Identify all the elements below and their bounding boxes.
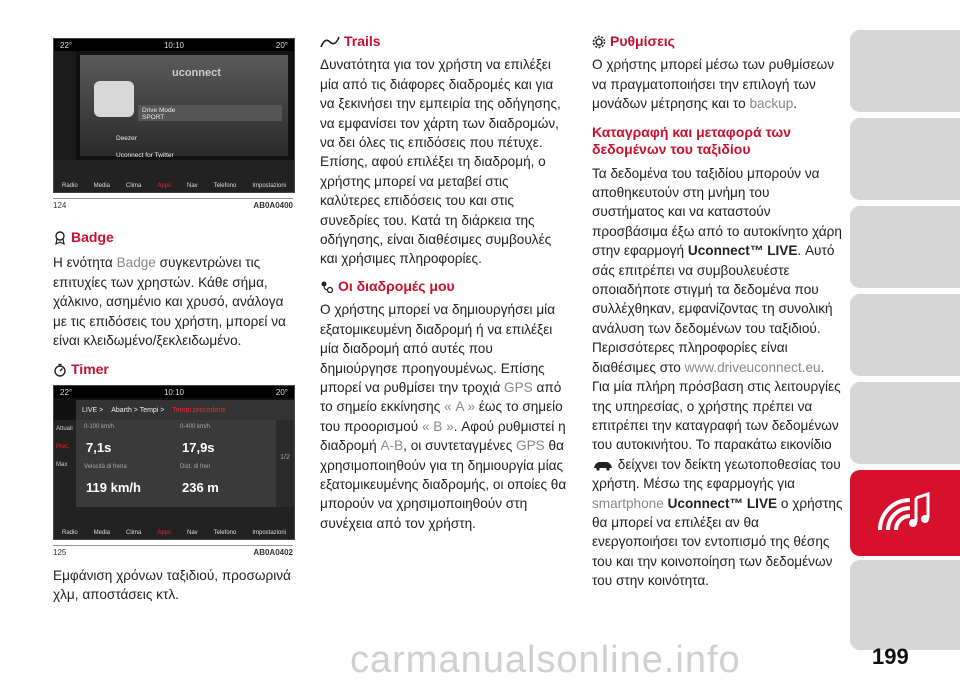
column-1 [53, 228, 293, 380]
column-3 [592, 32, 844, 591]
status-bar: 22° 10:10 20° [54, 39, 294, 51]
scorpion-logo [94, 81, 134, 117]
watermark: carmanualsonline.info [350, 639, 741, 681]
timer-left-nav [54, 420, 76, 507]
figure-caption-124: 124 AB0A0400 [53, 198, 293, 210]
trails-heading: Trails [320, 32, 570, 51]
side-strip [54, 51, 76, 160]
screenshot-apps [53, 38, 295, 193]
tab-radio[interactable]: Radio [61, 183, 78, 189]
tab-previous-times[interactable]: Tempi precedenti [172, 406, 226, 414]
chapter-tab-4[interactable] [850, 294, 960, 376]
nav-current[interactable]: Attuali [56, 426, 73, 432]
trails-paragraph: Δυνατότητα για τον χρήστη να επιλέξει μία από τις διάφορες διαδρομές και για να ξεκινήσει την εμπειρία της οδήγησης, να εμφανίσει τον χάρτη των διαδρομών, να δει όλες τις επιδόσεις που πέτυχε. [320, 57, 561, 151]
menu-item-twitter[interactable]: Uconnect for Twitter [116, 152, 174, 159]
multimedia-icon [876, 486, 934, 540]
timer-paragraph: Εμφάνιση χρόνων ταξιδιού, προσωρινά χλμ, αποστάσεις κτλ. [53, 568, 291, 603]
chapter-tab-1[interactable] [850, 30, 960, 112]
chapter-tab-5[interactable] [850, 382, 960, 464]
trails-icon [320, 35, 340, 49]
tab-radio[interactable]: Radio [61, 530, 78, 536]
recording-paragraph: Τα δεδομένα του ταξιδίου μπορούν να αποθηκευτούν στη μνήμη του συστήματος και να καταστούν προσβάσιμα έξω από το αυτοκίνητο χάρη στην εφαρμογή Uconnect™ LIVE. Αυτό σάς επιτρέπει να συμβουλευέστε οποιαδήποτε στιγμή τα δεδομένα που συλλέχθηκαν, εμφανίζοντας τη συνολική ανάλυση των δεδομένων του ταξιδιού. Περισσότερες πληροφορίες είναι διαθέσιμες στο www.driveuconnect.eu. Για μία πλήρη πρόσβαση στις λειτουργίες της υπηρεσίας, ο χρήστης πρέπει να επιτρέπει την καταγραφή των δεδομένων του αυτοκινήτου. Το παρακάτω εικονίδιο δείχνει τον δείκτη γεωτοποθεσίας του χρήστη. Μέσω της εφαρμογής για smartphone Uconnect™ LIVE ο χρήστης θα μπορεί να επιλέξει αν θα ενεργοποιήσει τον εντοπισμό της θέσης του και την κοινοποίηση των δεδομένων του στην κοινότητα. [592, 165, 843, 589]
brand-logo: uconnect [172, 67, 221, 79]
bottom-tab-bar [54, 160, 294, 192]
route-pin-icon [320, 280, 334, 294]
tab-telefono[interactable]: Telefono [213, 183, 237, 189]
routes-paragraph: Ο χρήστης μπορεί να δημιουργήσει μία εξατομικευμένη διαδρομή ή να επιλέξει μία διαδρομή από αυτές που δημιούργησε προηγουμένως. Επίσης μπορεί να ρυθμίσει την τροχιά GPS από το σημείο εκκίνησης « A » έως το σημείο του προορισμού « B ». Αφού ρυθμιστεί η διαδρομή A-B, οι συντεταγμένες GPS θα χρησιμοποιηθούν για τη δημιουργία μίας εξατομικευμένης διαδρομής, οι οποίες θα μπορούν να χρησιμοποιηθούν στη συνέχεια από τον χρήστη. [320, 302, 567, 531]
trails-paragraph-2: Επίσης, αφού επιλέξει τη διαδρομή, ο χρήστης μπορεί να μεταβεί στις καλύτερες επιδόσεις του και στις συνεδρίες του. Κατά τη διάρκεια της οδήγησης, είναι διαθέσιμες συμβουλές και χρήσιμες πληροφορίες. [320, 154, 552, 267]
stopwatch-icon [53, 363, 67, 377]
tab-media[interactable]: Media [93, 183, 110, 189]
menu-item-deezer[interactable]: Deezer [116, 135, 137, 142]
column-2 [320, 32, 570, 533]
menu-row-drive-mode[interactable]: Drive Mode SPORT [138, 105, 282, 121]
tab-nav[interactable]: Nav [186, 530, 198, 536]
car-location-icon [592, 459, 614, 471]
timer-paragraph-block [53, 566, 293, 605]
tab-impostazioni[interactable]: Impostazioni [252, 183, 286, 189]
timer-heading: Timer [53, 360, 293, 379]
figure-caption-125: 125 AB0A0402 [53, 545, 293, 557]
tab-apps[interactable]: Apps [157, 183, 171, 189]
status-bar-2: 22° 10:10 20° [54, 386, 294, 398]
badge-icon [53, 231, 67, 245]
badge-heading: Badge [53, 228, 293, 247]
tab-apps[interactable]: Apps [157, 530, 171, 536]
routes-heading: Οι διαδρομές μου [320, 277, 570, 296]
nav-previous[interactable]: Prec. [56, 444, 71, 450]
bottom-tab-bar-2 [54, 507, 294, 539]
tab-clima[interactable]: Clima [125, 530, 142, 536]
tab-clima[interactable]: Clima [125, 183, 142, 189]
chapter-tab-multimedia[interactable] [850, 470, 960, 556]
tab-impostazioni[interactable]: Impostazioni [252, 530, 286, 536]
screenshot-timer [53, 385, 295, 540]
chapter-tab-2[interactable] [850, 118, 960, 200]
tab-nav[interactable]: Nav [186, 183, 198, 189]
timer-grid: 0-100 km/h 7,1s 0-400 km/h 17,9s Velocità di frena 119 km/h Dist. di fren 236 m [76, 420, 276, 507]
badge-paragraph: Η ενότητα Badge συγκεντρώνει τις επιτυχίες των χρηστών. Κάθε σήμα, χάλκινο, ασημένιο και χρυσό, ανάλογα με τις επιδόσεις του χρήστη, μπορεί να είναι κλειδωμένο/ξεκλειδωμένο. [53, 255, 286, 349]
chapter-tab-index[interactable] [850, 560, 960, 650]
settings-heading: Ρυθμίσεις [592, 32, 844, 51]
gear-icon [592, 35, 606, 49]
nav-max[interactable]: Max [56, 462, 68, 468]
live-link[interactable]: LIVE > [82, 406, 104, 414]
timer-scrollbar[interactable]: 1/2 [276, 420, 294, 507]
tab-telefono[interactable]: Telefono [213, 530, 237, 536]
timer-header: LIVE > Abarth > Tempi > Tempi precedenti [76, 400, 294, 420]
page-number: 199 [872, 644, 909, 669]
settings-paragraph: Ο χρήστης μπορεί μέσω των ρυθμίσεων να πραγματοποιήσει την επιλογή των μονάδων μέτρησης και το backup. [592, 57, 835, 112]
recording-heading: Καταγραφή και μεταφορά των δεδομένων του ταξιδίου [592, 123, 791, 157]
tab-media[interactable]: Media [93, 530, 110, 536]
chapter-tab-3[interactable] [850, 206, 960, 288]
